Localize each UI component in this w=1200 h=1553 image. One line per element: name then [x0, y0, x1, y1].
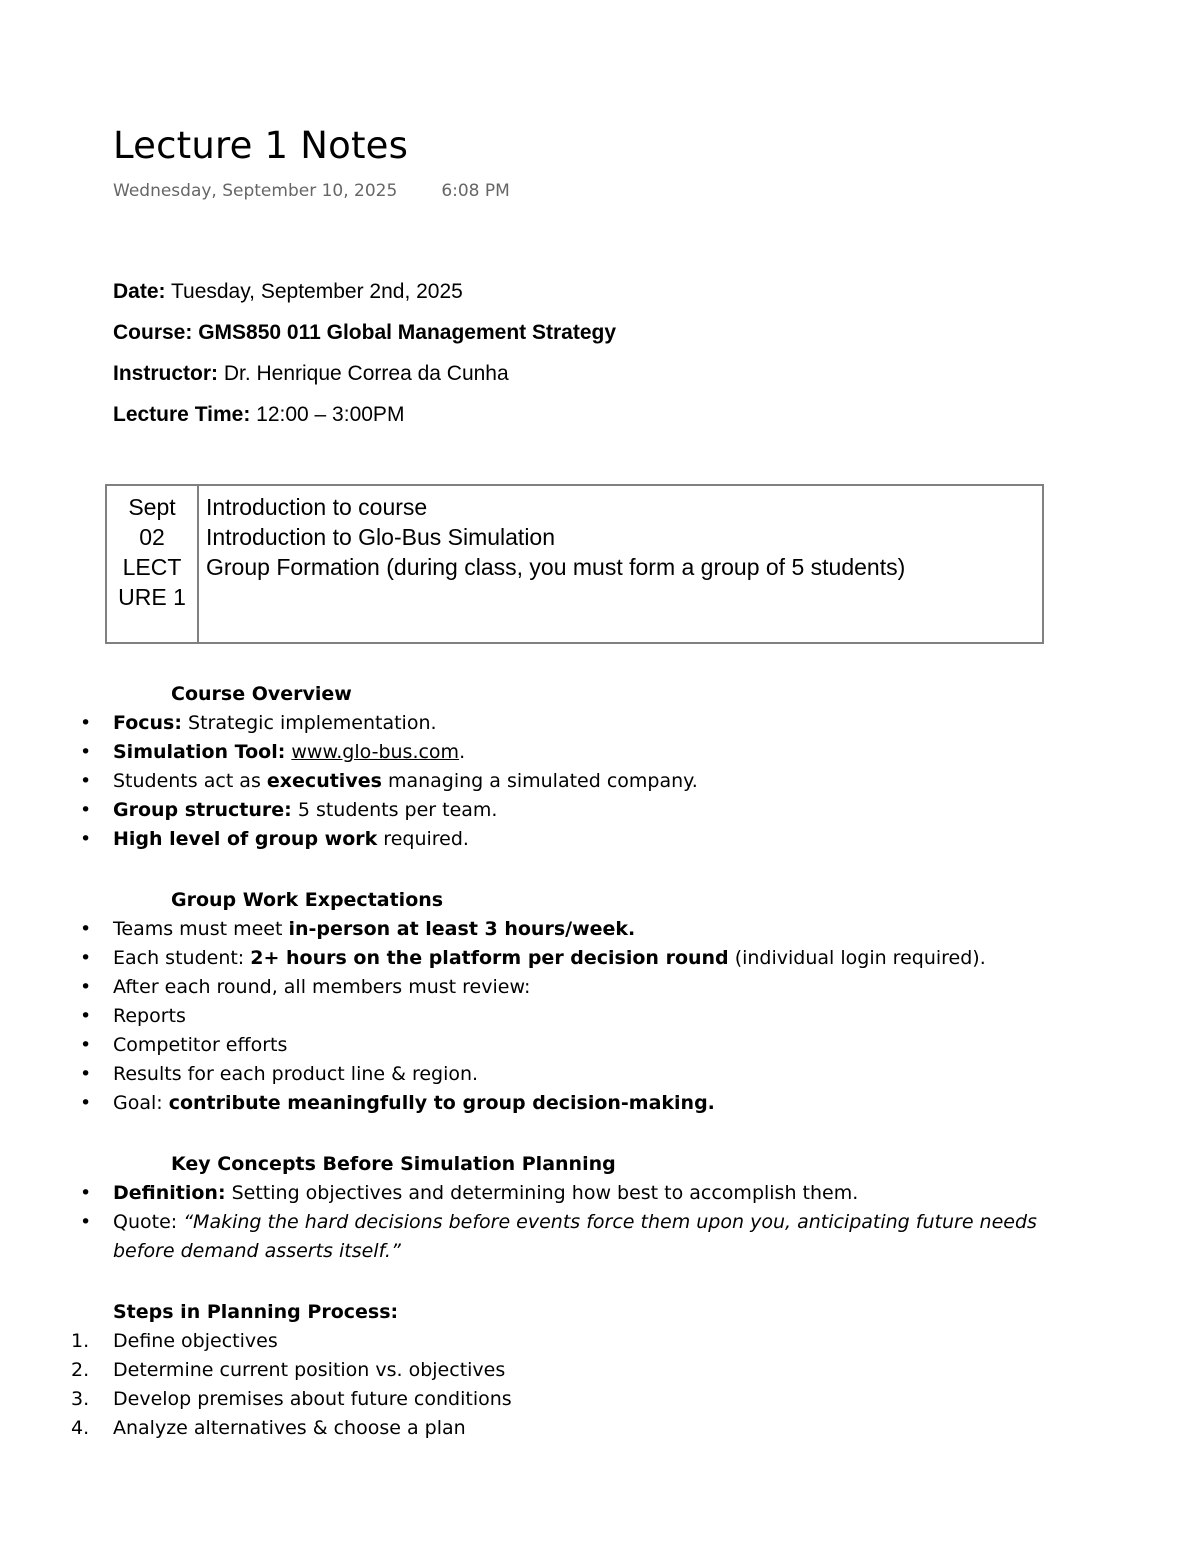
lecture-time-value: 12:00 – 3:00PM: [250, 403, 405, 426]
glo-bus-link[interactable]: www.glo-bus.com: [291, 741, 460, 763]
bullet-icon: •: [80, 1005, 92, 1027]
list-item: [0, 709, 1200, 738]
date-line: [113, 278, 616, 319]
goal-bold: contribute meaningfully to group decision-making.: [168, 1092, 715, 1114]
meet-bold: in-person at least 3 hours/week.: [288, 918, 636, 940]
step-text: Develop premises about future conditions: [113, 1388, 512, 1410]
course-value: GMS850 011 Global Management Strategy: [192, 321, 617, 344]
list-item: [0, 1060, 1200, 1089]
instructor-value: Dr. Henrique Correa da Cunha: [218, 362, 509, 385]
work-bold: High level of group work: [113, 828, 378, 850]
notes-body: [0, 680, 1200, 1443]
schedule-date-line: LECT: [122, 554, 182, 580]
group-text: 5 students per team.: [291, 799, 498, 821]
list-item: [0, 1179, 1200, 1208]
list-item: [0, 1385, 1200, 1414]
bullet-icon: •: [80, 947, 92, 969]
bullet-icon: •: [80, 799, 92, 821]
schedule-topic: Introduction to course: [206, 494, 428, 520]
exec-bold: executives: [266, 770, 382, 792]
quote-label: Quote:: [113, 1211, 184, 1233]
lecture-time-line: [113, 401, 616, 442]
meet-pre: Teams must meet: [113, 918, 289, 940]
exec-pre: Students act as: [113, 770, 267, 792]
schedule-date-line: URE 1: [118, 584, 186, 610]
list-item: [0, 1356, 1200, 1385]
group-label: Group structure:: [113, 799, 292, 821]
steps-heading: Steps in Planning Process:: [113, 1301, 399, 1323]
page-title: Lecture 1 Notes: [113, 124, 409, 167]
bullet-icon: •: [80, 712, 92, 734]
page-date: Wednesday, September 10, 2025: [113, 181, 398, 201]
schedule-topic: Introduction to Glo-Bus Simulation: [206, 524, 556, 550]
course-overview-heading: Course Overview: [171, 683, 352, 705]
work-post: required.: [377, 828, 469, 850]
bullet-icon: •: [80, 1034, 92, 1056]
schedule-date-line: Sept: [128, 494, 176, 520]
page-time: 6:08 PM: [441, 181, 510, 201]
tool-end: .: [459, 741, 466, 763]
each-post: (individual login required).: [728, 947, 986, 969]
quote-text: “Making the hard decisions before events force them upon you, anticipating future needs before demand asserts itself.”: [113, 1211, 1037, 1262]
instructor-line: [113, 360, 616, 401]
list-item: [0, 738, 1200, 767]
list-item: [0, 1208, 1043, 1266]
bullet-icon: •: [80, 1092, 92, 1114]
bullet-icon: •: [80, 1182, 92, 1204]
list-item: [0, 796, 1200, 825]
list-item: [0, 1089, 1200, 1118]
bullet-icon: •: [80, 918, 92, 940]
step-number: 1.: [71, 1330, 90, 1352]
schedule-date-line: 02: [139, 524, 165, 550]
list-item: [0, 944, 1200, 973]
bullet-icon: •: [80, 976, 92, 998]
step-text: Determine current position vs. objectives: [113, 1359, 506, 1381]
list-item: [0, 767, 1200, 796]
definition-label: Definition:: [113, 1182, 226, 1204]
schedule-table: [105, 484, 1044, 644]
list-item: [0, 1414, 1200, 1443]
step-number: 2.: [71, 1359, 90, 1381]
list-item: [0, 973, 1200, 1002]
bullet-icon: •: [80, 1063, 92, 1085]
competitor-text: Competitor efforts: [113, 1034, 288, 1056]
list-item: [0, 825, 1200, 854]
list-item: [0, 1031, 1200, 1060]
list-item: [0, 915, 1200, 944]
exec-post: managing a simulated company.: [381, 770, 698, 792]
date-label: Date:: [113, 280, 166, 303]
bullet-icon: •: [80, 828, 92, 850]
goal-pre: Goal:: [113, 1092, 169, 1114]
lecture-time-label: Lecture Time:: [113, 403, 251, 426]
step-number: 4.: [71, 1417, 90, 1439]
after-text: After each round, all members must review:: [113, 976, 531, 998]
focus-text: Strategic implementation.: [181, 712, 437, 734]
lecture-info: [113, 278, 616, 442]
step-number: 3.: [71, 1388, 90, 1410]
each-pre: Each student:: [113, 947, 251, 969]
key-concepts-heading: Key Concepts Before Simulation Planning: [171, 1153, 616, 1175]
bullet-icon: •: [80, 1211, 92, 1233]
bullet-icon: •: [80, 741, 92, 763]
bullet-icon: •: [80, 770, 92, 792]
step-text: Define objectives: [113, 1330, 278, 1352]
focus-label: Focus:: [113, 712, 182, 734]
list-item: [0, 1002, 1200, 1031]
reports-text: Reports: [113, 1005, 186, 1027]
results-text: Results for each product line & region.: [113, 1063, 479, 1085]
tool-label: Simulation Tool:: [113, 741, 286, 763]
group-work-heading: Group Work Expectations: [171, 889, 444, 911]
instructor-label: Instructor:: [113, 362, 218, 385]
page-timestamp: [113, 181, 510, 201]
schedule-topics-cell: [199, 486, 1042, 642]
course-line: [113, 319, 616, 360]
schedule-topic: Group Formation (during class, you must form a group of 5 students): [206, 554, 906, 580]
list-item: [0, 1327, 1200, 1356]
step-text: Analyze alternatives & choose a plan: [113, 1417, 466, 1439]
course-label: Course:: [113, 321, 193, 344]
definition-text: Setting objectives and determining how best to accomplish them.: [225, 1182, 859, 1204]
date-value: Tuesday, September 2nd, 2025: [165, 280, 463, 303]
schedule-date-cell: [107, 486, 199, 642]
each-bold: 2+ hours on the platform per decision round: [250, 947, 729, 969]
